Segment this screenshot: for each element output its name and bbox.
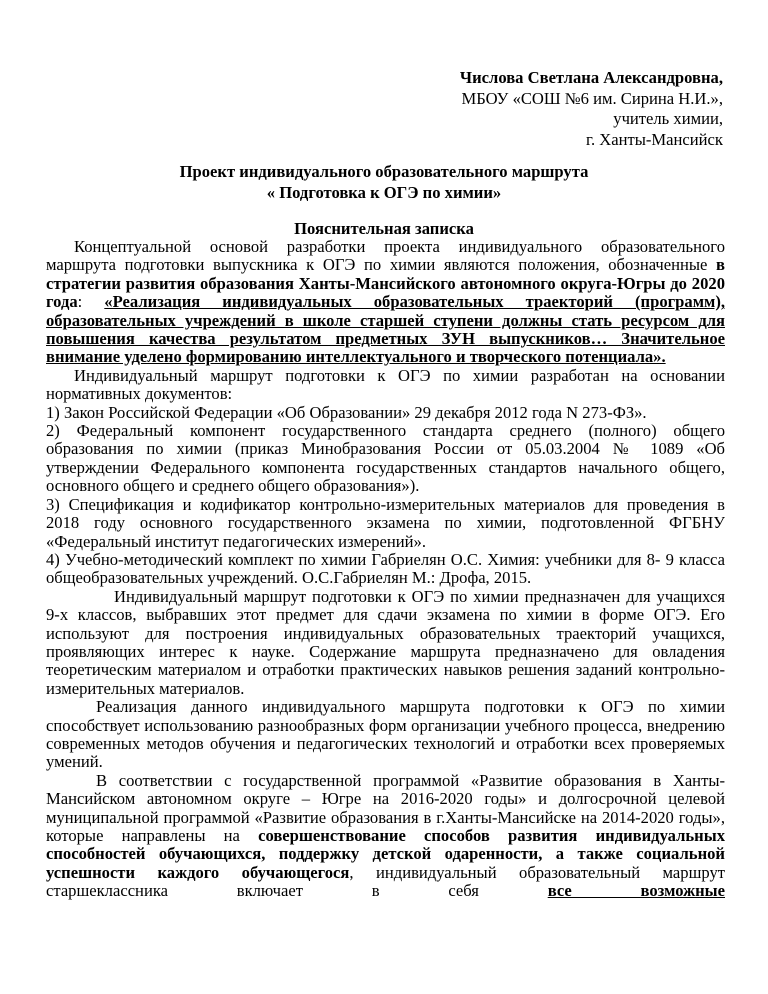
paragraph-concept — [46, 238, 725, 367]
list-item-law: 1) Закон Российской Федерации «Об Образовании» 29 декабря 2012 года N 273-ФЗ». — [46, 402, 647, 422]
programs-underlined: все возможные — [547, 881, 725, 901]
strategy-quote: «Реализация индивидуальных образовательных траекторий (программ), образовательных учреждений в школе старшей ступени должны стать ресурсом для повышения качества результатом предметных ЗУН выпускников… Значительное внимание уделено формированию интеллектуального и творческого потенциала». — [46, 292, 725, 367]
list-item-standard: 2) Федеральный компонент государственного стандарта среднего (полного) общего образования по химии (приказ Минобразования России от 05.03.2004 № 1089 «Об утверждении Федерального компонента государственных стандартов начального общего, основного общего и среднего общего образования»). — [46, 421, 725, 496]
author-city: г. Ханты-Мансийск — [586, 129, 723, 149]
author-school: МБОУ «СОШ №6 им. Сирина Н.И.», — [461, 88, 723, 108]
project-title — [0, 162, 768, 203]
list-item-textbook: 4) Учебно-методический комплект по химии Габриелян О.С. Химия: учебники для 8- 9 класса общеобразовательных учреждений. О.С.Габриелян М.: Дрофа, 2015. — [46, 549, 725, 588]
author-name: Числова Светлана Александровна, — [459, 68, 723, 87]
paragraph-programs-text: В соответствии с государственной программой «Развитие образования в Ханты-Мансийском автономном округе – Югре на 2016-2020 годы» и долгосрочной целевой муниципальной программой «Развитие образования в г.Ханты-Мансийске на 2014-2020 годы», которые направлены на — [46, 770, 725, 845]
paragraph-implementation: Реализация данного индивидуального маршрута подготовки к ОГЭ по химии способствует использованию разнообразных форм организации учебного процесса, внедрению современных методов обучения и педагогических технологий и отработки всех проверяемых умений. — [46, 697, 725, 772]
paragraph-programs — [46, 772, 725, 901]
project-title-line1: Проект индивидуального образовательного маршрута — [179, 162, 589, 181]
document-body — [46, 238, 725, 901]
colon-text: : — [77, 292, 105, 312]
author-block — [460, 68, 723, 150]
paragraph-purpose: Индивидуальный маршрут подготовки к ОГЭ по химии предназначен для учащихся 9-х классов, выбравших этот предмет для сдачи экзамена по химии в форме ОГЭ. Его используют для построения индивидуальных образовательных траекторий учащихся, проявляющих интерес к науке. Содержание маршрута предназначено для овладения теоретическим материалом и отработки практических навыков решения заданий контрольно-измерительных материалов. — [46, 586, 725, 698]
section-heading: Пояснительная записка — [294, 219, 474, 238]
strategy-reference: в стратегии развития образования Ханты-Мансийского автономного округа-Югры до 2020 года — [46, 255, 725, 312]
programs-goal: совершенствование способов развития индивидуальных способностей обучающихся, поддержку детской одаренности, а также социальной успешности каждого обучающегося — [46, 826, 725, 882]
paragraph-programs-tail: , индивидуальный образовательный маршрут старшеклассника включает в себя — [46, 862, 725, 901]
list-item-specification: 3) Спецификация и кодификатор контрольно-измерительных материалов для проведения в 2018 году основного государственного экзамена по химии, подготовленной ФГБНУ «Федеральный институт педагогических измерений». — [46, 494, 725, 551]
author-position: учитель химии, — [613, 109, 723, 128]
project-title-line2: « Подготовка к ОГЭ по химии» — [266, 182, 502, 202]
paragraph-basis: Индивидуальный маршрут подготовки к ОГЭ по химии разработан на основании нормативных документов: — [46, 365, 725, 404]
paragraph-concept-text: Концептуальной основой разработки проекта индивидуального образовательного маршрута подготовки выпускника к ОГЭ по химии являются положения, обозначенные — [46, 237, 725, 275]
